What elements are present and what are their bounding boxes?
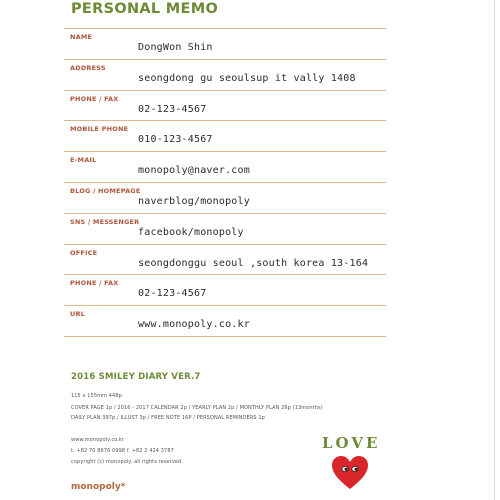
website-text: www.monopoly.co.kr <box>71 437 125 443</box>
love-text: LOVE <box>322 434 381 452</box>
diary-contents-line-2: DAILY PLAN 397p / ILLUST 3p / FREE NOTE 16P / PERSONAL REMINDERS 1p <box>71 415 265 421</box>
field-label: PHONE / FAX <box>70 279 119 288</box>
page-edge-line <box>494 0 495 500</box>
phone-fax-text: t. +82 70 8676 0998 f. +82 2 424 3787 <box>71 448 174 454</box>
field-value: facebook/monopoly <box>138 226 244 238</box>
field-label: URL <box>70 310 86 319</box>
field-value: 02-123-4567 <box>138 288 207 300</box>
field-label: NAME <box>70 33 93 41</box>
field-label: MOBILE PHONE <box>70 125 129 134</box>
field-value: DongWon Shin <box>138 42 213 53</box>
field-label: ADDRESS <box>70 63 106 72</box>
memo-row <box>64 306 386 337</box>
field-label: OFFICE <box>70 248 98 257</box>
field-label: BLOG / HOMEPAGE <box>70 186 141 195</box>
memo-table <box>64 28 386 337</box>
memo-row <box>64 60 386 91</box>
field-value: monopoly@naver.com <box>138 165 250 177</box>
memo-row <box>64 245 386 276</box>
memo-row <box>64 275 386 306</box>
field-label: SNS / MESSENGER <box>70 217 140 226</box>
page-title: PERSONAL MEMO <box>71 1 219 17</box>
field-value: naverblog/monopoly <box>138 195 250 207</box>
memo-row <box>64 152 386 183</box>
memo-row <box>64 121 386 152</box>
field-label: PHONE / FAX <box>70 94 119 103</box>
memo-row <box>64 214 386 245</box>
diary-contents-line-1: COVER PAGE 1p / 2016 - 2017 CALENDAR 2p / YEARLY PLAN 2p / MONTHLY PLAN 26p (13months) <box>71 405 323 411</box>
copyright-text: copyright (c) monopoly. all rights reserved. <box>71 459 184 465</box>
brand-logo: monopoly* <box>71 482 126 492</box>
diary-spec: 115 x 155mm 448p <box>71 393 122 399</box>
memo-row <box>64 91 386 122</box>
heart-smiley-icon <box>331 455 369 491</box>
field-value: 02-123-4567 <box>138 103 207 115</box>
memo-row <box>64 183 386 214</box>
diary-title: 2016 SMILEY DIARY VER.7 <box>71 372 201 382</box>
field-value: 010-123-4567 <box>138 134 213 146</box>
memo-row <box>64 29 386 60</box>
field-value: seongdonggu seoul ,south korea 13-164 <box>138 257 369 269</box>
field-value: seongdong gu seoulsup it vally 1408 <box>138 72 356 84</box>
field-value: www.monopoly.co.kr <box>138 319 250 331</box>
field-label: E-MAIL <box>70 156 97 165</box>
